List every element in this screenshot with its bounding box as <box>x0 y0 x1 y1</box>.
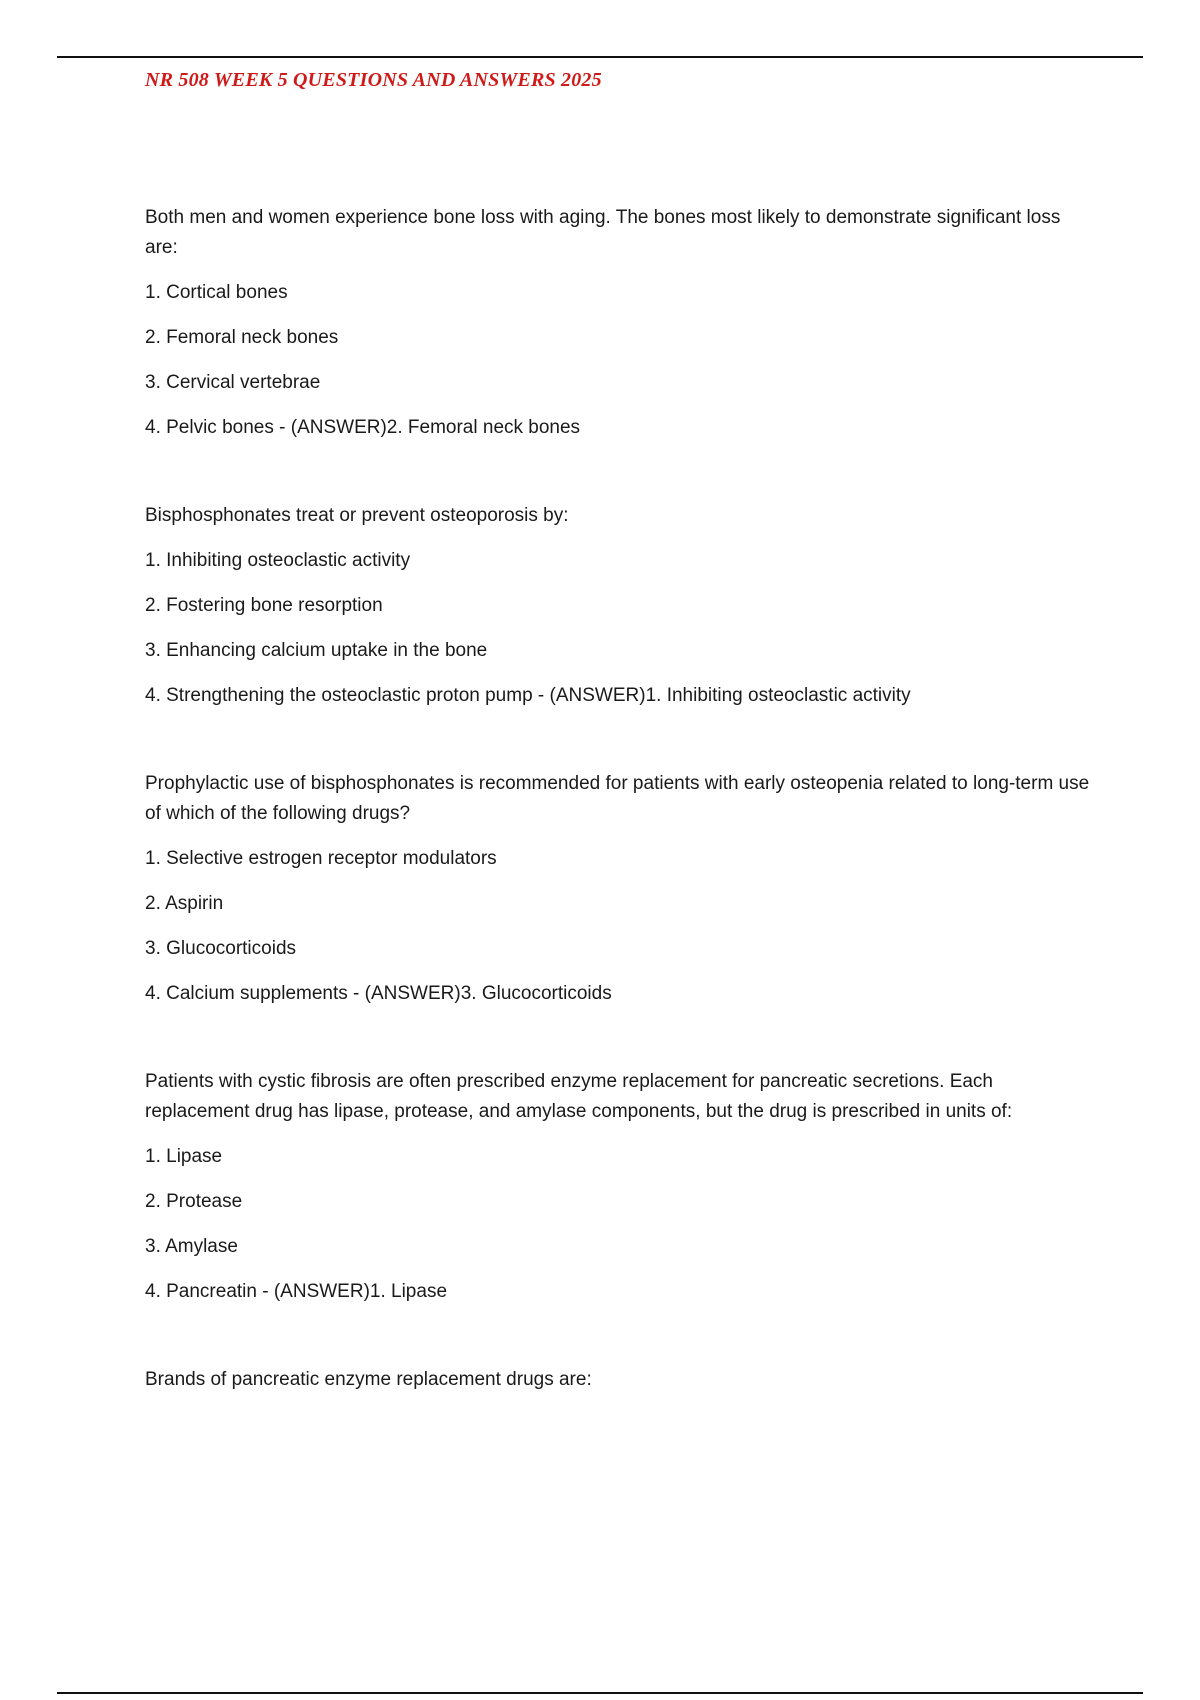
question-stem: Bisphosphonates treat or prevent osteoporosis by: <box>145 505 569 526</box>
answer-option: 4. Calcium supplements - (ANSWER)3. Glucocorticoids <box>145 983 612 1004</box>
answer-options <box>145 278 1095 443</box>
question-block <box>145 203 1095 443</box>
answer-option: 1. Lipase <box>145 1146 223 1167</box>
question-block <box>145 1365 1095 1395</box>
answer-option: 3. Enhancing calcium uptake in the bone <box>145 640 488 661</box>
answer-option: 2. Protease <box>145 1191 243 1212</box>
answer-option: 1. Selective estrogen receptor modulators <box>145 848 497 869</box>
question-block <box>145 501 1095 711</box>
answer-option: 2. Femoral neck bones <box>145 327 339 348</box>
answer-options <box>145 844 1095 1009</box>
document-title: NR 508 WEEK 5 QUESTIONS AND ANSWERS 2025 <box>145 69 602 91</box>
answer-option: 4. Pancreatin - (ANSWER)1. Lipase <box>145 1281 448 1302</box>
answer-option: 1. Cortical bones <box>145 282 288 303</box>
answer-option: 1. Inhibiting osteoclastic activity <box>145 550 411 571</box>
answer-options <box>145 1142 1095 1307</box>
answer-option: 3. Amylase <box>145 1236 238 1257</box>
answer-option: 4. Pelvic bones - (ANSWER)2. Femoral neck bones <box>145 417 581 438</box>
answer-option: 3. Glucocorticoids <box>145 938 297 959</box>
question-stem: Patients with cystic fibrosis are often prescribed enzyme replacement for pancreatic secretions. Each replacement drug has lipase, protease, and amylase components, but the drug is prescribed in units of: <box>145 1071 1013 1122</box>
answer-option: 3. Cervical vertebrae <box>145 372 321 393</box>
question-stem: Prophylactic use of bisphosphonates is recommended for patients with early osteopenia related to long-term use of which of the following drugs? <box>145 773 1090 824</box>
answer-option: 2. Fostering bone resorption <box>145 595 383 616</box>
footer-rule <box>57 1692 1143 1694</box>
header-rule <box>57 56 1143 58</box>
question-stem: Both men and women experience bone loss with aging. The bones most likely to demonstrate significant loss are: <box>145 207 1061 258</box>
question-list <box>145 203 1095 1453</box>
question-stem: Brands of pancreatic enzyme replacement drugs are: <box>145 1369 592 1390</box>
answer-option: 2. Aspirin <box>145 893 224 914</box>
answer-options <box>145 546 1095 711</box>
question-block <box>145 769 1095 1009</box>
question-block <box>145 1067 1095 1307</box>
answer-option: 4. Strengthening the osteoclastic proton pump - (ANSWER)1. Inhibiting osteoclastic activity <box>145 685 911 706</box>
